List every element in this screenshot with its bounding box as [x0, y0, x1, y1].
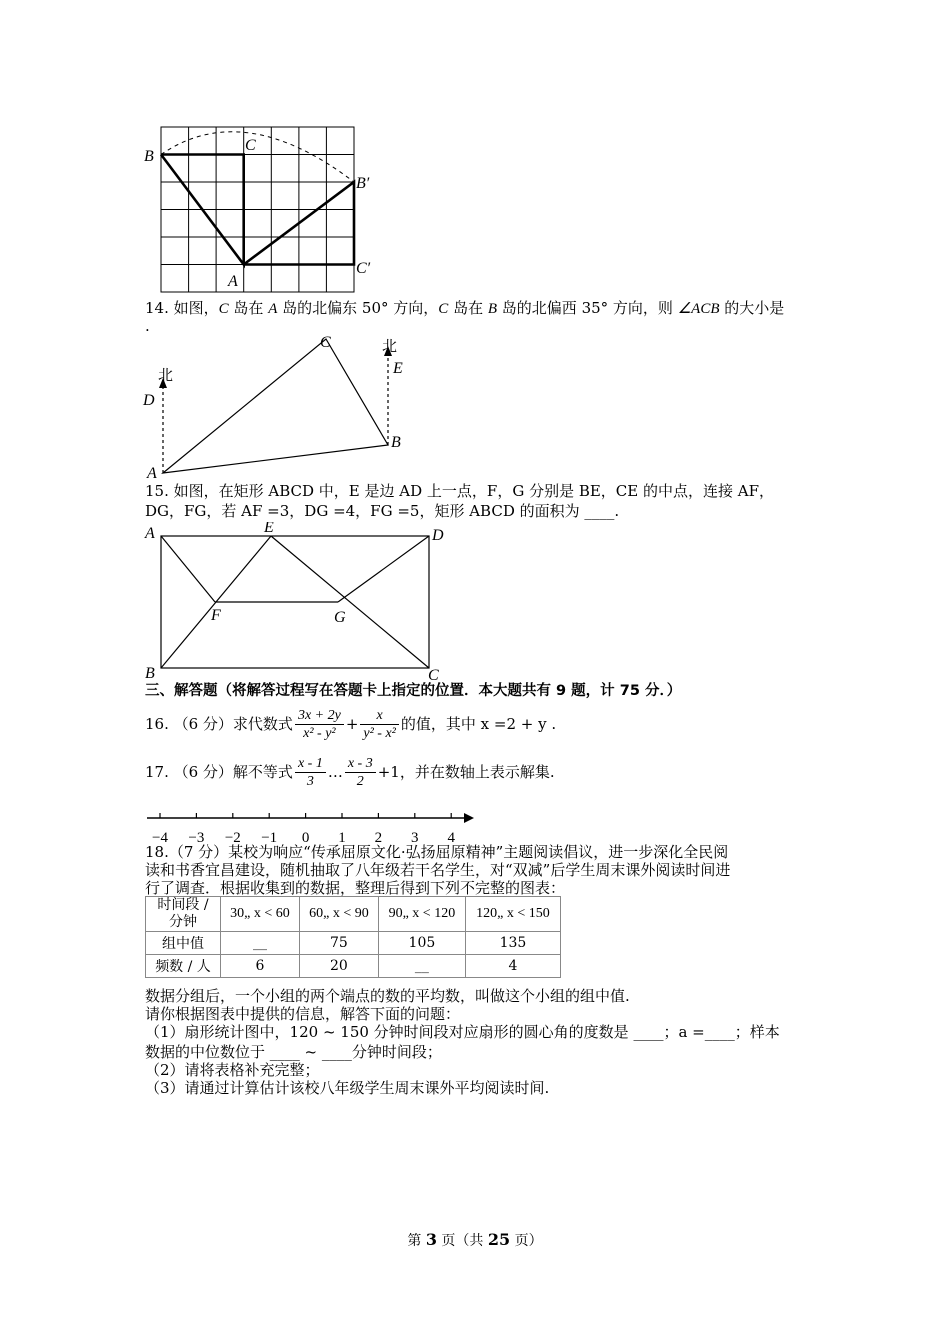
- label-D: D: [143, 392, 155, 409]
- table-cell: 4: [465, 955, 560, 978]
- label-D: D: [432, 527, 444, 544]
- table-row-label: 频数 / 人: [146, 955, 221, 978]
- label-C-prime: C′: [356, 260, 371, 277]
- number-line-label: −3: [188, 830, 205, 846]
- rotation-grid-figure: [140, 118, 400, 298]
- label-B: B: [391, 434, 401, 451]
- q18-part-3: （3）请通过计算估计该校八年级学生周末课外平均阅读时间.: [145, 1079, 550, 1097]
- label-C: C: [320, 334, 331, 351]
- q16-fraction-1: [295, 707, 344, 742]
- q14-text: 岛的北偏东: [277, 299, 362, 317]
- question-14: [145, 298, 784, 319]
- number-line-label: 3: [411, 830, 419, 846]
- label-C: C: [428, 667, 439, 682]
- frequency-table: [145, 896, 561, 978]
- q17-relation: …: [327, 763, 343, 781]
- q18-part-2: （2）请将表格补充完整；: [145, 1061, 320, 1079]
- header-label-line: 分钟: [169, 914, 197, 930]
- bearing-figure: [140, 330, 420, 482]
- table-header-label: [146, 897, 221, 932]
- table-row: [146, 897, 561, 932]
- header-label-line: 时间段 /: [157, 897, 209, 913]
- q14-var: B: [487, 301, 498, 317]
- q16-f2-num: x: [360, 707, 398, 725]
- label-C: C: [245, 137, 256, 154]
- question-18-line-1: 18.（7 分）某校为响应“传承屈原文化·弘扬屈原精神”主题阅读倡议，进一步深化全民阅: [145, 843, 729, 861]
- table-cell: 60„ x < 90: [299, 897, 378, 932]
- number-line-label: 0: [301, 830, 310, 846]
- q14-var: A: [268, 301, 278, 317]
- q17-fraction-2: [345, 755, 376, 790]
- table-cell: 90„ x < 120: [378, 897, 465, 932]
- table-row: [146, 955, 561, 978]
- table-row-label: 组中值: [146, 932, 221, 955]
- number-line-label: −1: [261, 830, 278, 846]
- q16-suffix: 的值，其中 x =2 + y .: [400, 715, 557, 733]
- q14-tail: .: [145, 317, 150, 335]
- q18-after-1: 数据分组后，一个小组的两个端点的数的平均数，叫做这个小组的组中值.: [145, 987, 630, 1005]
- label-E: E: [393, 360, 403, 377]
- rectangle-figure: [140, 522, 450, 682]
- q14-var: C: [218, 301, 229, 317]
- footer-text: 页）: [510, 1233, 543, 1249]
- q16-plus: +: [345, 715, 359, 733]
- question-16: [145, 704, 556, 744]
- number-line-label: −2: [224, 830, 241, 846]
- q14-text: 岛在: [228, 299, 269, 317]
- number-line-label: 2: [374, 830, 383, 846]
- table-cell: 75: [299, 932, 378, 955]
- q17-f2-den: 2: [356, 773, 364, 789]
- table-cell: __: [221, 932, 300, 955]
- page-number: 3: [425, 1230, 437, 1249]
- number-line-label: 4: [447, 830, 455, 846]
- footer-text: 页（共: [436, 1233, 488, 1249]
- page-footer: [0, 1230, 950, 1251]
- table-row: [146, 932, 561, 955]
- label-B: B: [144, 148, 154, 165]
- label-E: E: [264, 522, 274, 536]
- number-line-label: 1: [338, 830, 346, 846]
- footer-text: 第: [407, 1233, 426, 1249]
- q14-var: C: [438, 301, 449, 317]
- q18-part-1a: （1）扇形统计图中，120 ~ 150 分钟时间段对应扇形的圆心角的度数是 ____；a =____；样本: [145, 1023, 780, 1041]
- q17-prefix: 17. （6 分）解不等式: [145, 763, 293, 781]
- label-A: A: [145, 525, 155, 542]
- q14-text: 14. 如图，: [145, 299, 219, 317]
- q18-part-1b: 数据的中位数位于 ____ ~ ____分钟时间段；: [145, 1043, 442, 1061]
- q14-angle-value: 35°: [581, 299, 609, 317]
- q17-fraction-1: [295, 755, 326, 790]
- q17-f2-num: x - 3: [345, 755, 376, 773]
- q14-text: 的大小是: [719, 299, 785, 317]
- question-18-line-3: 行了调查．根据收集到的数据，整理后得到下列不完整的图表：: [145, 879, 566, 897]
- label-north-1: 北: [158, 368, 174, 384]
- q17-suffix: +1，并在数轴上表示解集.: [377, 763, 555, 781]
- label-A: A: [147, 465, 157, 482]
- label-B: B: [145, 665, 155, 682]
- label-A: A: [228, 273, 238, 290]
- table-cell: __: [378, 955, 465, 978]
- question-17: [145, 752, 555, 792]
- label-F: F: [211, 607, 221, 624]
- table-cell: 105: [378, 932, 465, 955]
- question-18-line-2: 读和书香宜昌建设，随机抽取了八年级若干名学生，对“双减”后学生周末课外阅读时间进: [145, 861, 731, 879]
- q16-fraction-2: [360, 707, 398, 742]
- q16-f1-num: 3x + 2y: [295, 707, 344, 725]
- table-cell: 6: [221, 955, 300, 978]
- q14-text: 方向，: [388, 299, 439, 317]
- table-cell: 135: [465, 932, 560, 955]
- q16-f2-den: y² - x²: [363, 725, 396, 741]
- q16-prefix: 16. （6 分）求代数式: [145, 715, 293, 733]
- label-B-prime: B′: [356, 175, 370, 192]
- table-cell: 20: [299, 955, 378, 978]
- table-cell: 120„ x < 150: [465, 897, 560, 932]
- q17-f1-num: x - 1: [295, 755, 326, 773]
- question-15-line-2: DG，FG，若 AF =3，DG =4，FG =5，矩形 ABCD 的面积为 ____.: [145, 502, 620, 520]
- q18-after-2: 请你根据图表中提供的信息，解答下面的问题：: [145, 1005, 461, 1023]
- q14-angle-value: 50°: [361, 299, 389, 317]
- q17-f1-den: 3: [306, 773, 314, 789]
- page-total: 25: [487, 1230, 511, 1249]
- q14-text: 方向，则: [608, 299, 678, 317]
- q14-text: 岛在: [448, 299, 488, 317]
- q14-text: 岛的北偏西: [497, 299, 582, 317]
- question-15-line-1: 15. 如图，在矩形 ABCD 中，E 是边 AD 上一点，F，G 分别是 BE，CE 的中点，连接 AF，: [145, 482, 775, 500]
- table-cell: 30„ x < 60: [221, 897, 300, 932]
- q16-f1-den: x² - y²: [303, 725, 336, 741]
- number-line: [140, 806, 480, 846]
- q14-angle: ∠ACB: [677, 301, 720, 317]
- number-line-label: −4: [152, 830, 168, 846]
- label-G: G: [334, 609, 346, 626]
- section-3-heading: 三、解答题（将解答过程写在答题卡上指定的位置．本大题共有 9 题，计 75 分．）: [145, 683, 682, 699]
- label-north-2: 北: [382, 339, 398, 355]
